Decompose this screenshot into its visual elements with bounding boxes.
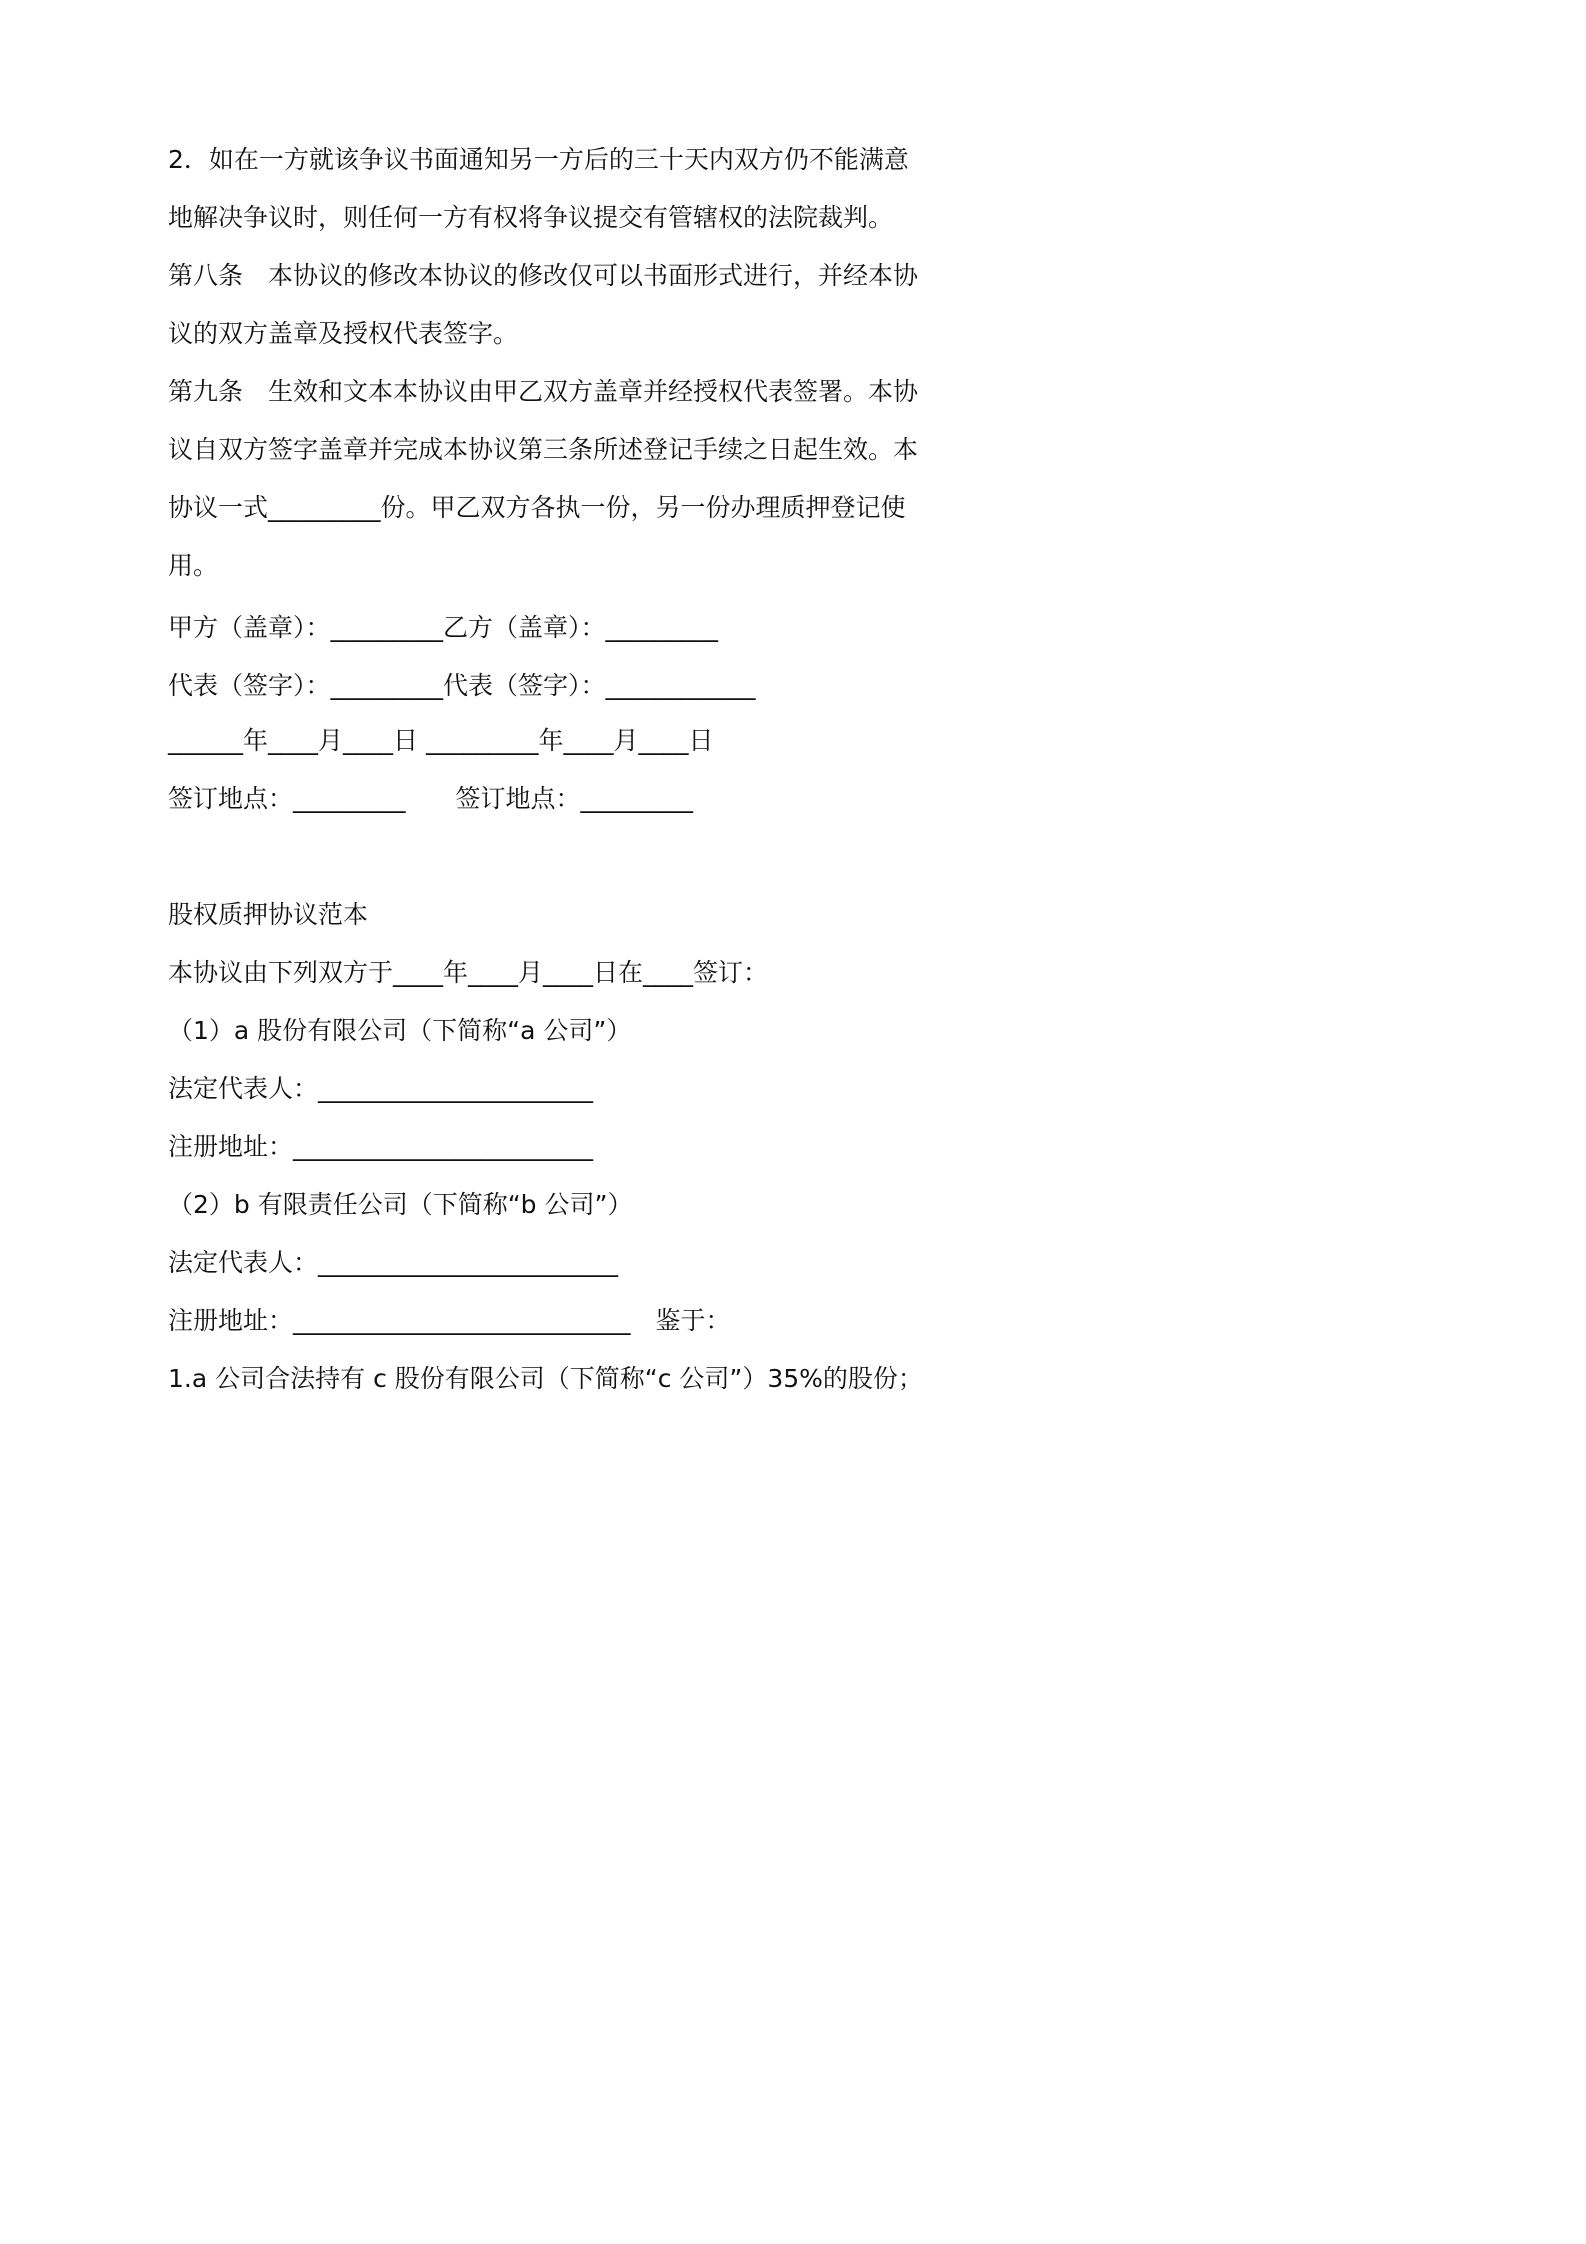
clause-9-line-2: 议自双方签字盖章并完成本协议第三条所述登记手续之日起生效。本	[168, 435, 919, 464]
clause-7-item-2-line-1: 2．如在一方就该争议书面通知另一方后的三十天内双方仍不能满意	[168, 145, 909, 174]
party-b-line: （2）b 有限责任公司（下简称“b 公司”）	[168, 1190, 633, 1219]
signing-place-line: 签订地点：_________ 签订地点：_________	[168, 784, 694, 813]
clause-7-item-2-line-2: 地解决争议时，则任何一方有权将争议提交有管辖权的法院裁判。	[168, 203, 894, 232]
document-page	[0, 0, 1104, 1562]
recital-1-line: 1.a 公司合法持有 c 股份有限公司（下简称“c 公司”）35%的股份；	[168, 1364, 923, 1393]
document-title: 股权质押协议范本	[168, 900, 369, 929]
clause-8-line-1: 第八条 本协议的修改本协议的修改仅可以书面形式进行，并经本协	[168, 261, 919, 290]
seal-line: 甲方（盖章）：_________乙方（盖章）：_________	[168, 613, 719, 642]
date-line: ______年____月____日 _________年____月____日	[168, 726, 714, 755]
agreement-intro-line: 本协议由下列双方于____年____月____日在____签订：	[168, 958, 769, 987]
party-b-legal-rep-line: 法定代表人：________________________	[168, 1248, 619, 1277]
representative-line: 代表（签字）：_________代表（签字）：____________	[168, 671, 756, 700]
party-a-line: （1）a 股份有限公司（下简称“a 公司”）	[168, 1016, 632, 1045]
party-a-address-line: 注册地址：________________________	[168, 1132, 594, 1161]
clause-9-line-3: 协议一式_________份。甲乙双方各执一份，另一份办理质押登记使	[168, 493, 906, 522]
clause-9-line-4: 用。	[168, 551, 219, 580]
clause-8-line-2: 议的双方盖章及授权代表签字。	[168, 319, 519, 348]
party-b-address-line: 注册地址：___________________________ 鉴于：	[168, 1306, 731, 1335]
clause-9-line-1: 第九条 生效和文本本协议由甲乙双方盖章并经授权代表签署。本协	[168, 377, 919, 406]
party-a-legal-rep-line: 法定代表人：______________________	[168, 1074, 594, 1103]
